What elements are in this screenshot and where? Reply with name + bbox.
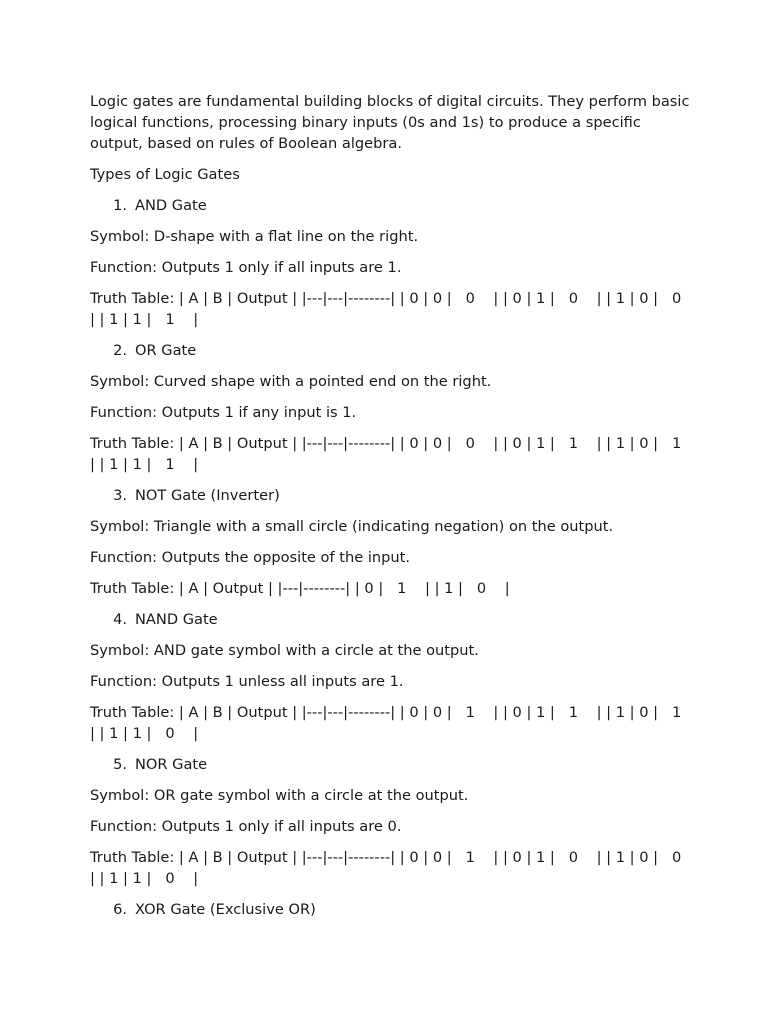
gate-title: OR Gate bbox=[135, 342, 197, 359]
intro-paragraph: Logic gates are fundamental building blocks of digital circuits. They perform basic logical functions, processing binary inputs (0s and 1s) to produce a specific output, based on rules of Boolean algebra. bbox=[90, 93, 695, 152]
list-number: 1. bbox=[113, 197, 127, 214]
list-number: 4. bbox=[113, 611, 127, 628]
list-number: 3. bbox=[113, 487, 127, 504]
gate-symbol: Symbol: Curved shape with a pointed end on the right. bbox=[90, 373, 492, 390]
gate-title: XOR Gate (Exclusive OR) bbox=[135, 901, 316, 918]
gate-truth-table: Truth Table: | A | B | Output | |---|---|--------| | 0 | 0 | 1 | | 0 | 1 | 0 | | 1 | 0 | 0 | | 1 | 1 | 0 | bbox=[90, 849, 700, 887]
gate-title: NOR Gate bbox=[135, 756, 208, 773]
gate-heading-xor bbox=[90, 899, 690, 920]
gate-heading-nor bbox=[90, 754, 690, 775]
gate-truth-table: Truth Table: | A | B | Output | |---|---|--------| | 0 | 0 | 0 | | 0 | 1 | 1 | | 1 | 0 | 1 | | 1 | 1 | 1 | bbox=[90, 435, 700, 473]
list-number: 6. bbox=[113, 901, 127, 918]
gate-title: NOT Gate (Inverter) bbox=[135, 487, 280, 504]
gate-function: Function: Outputs 1 only if all inputs are 1. bbox=[90, 259, 402, 276]
document-page bbox=[90, 91, 700, 930]
section-heading: Types of Logic Gates bbox=[90, 166, 240, 183]
gate-title: AND Gate bbox=[135, 197, 207, 214]
gate-title: NAND Gate bbox=[135, 611, 218, 628]
gate-symbol: Symbol: Triangle with a small circle (indicating negation) on the output. bbox=[90, 518, 614, 535]
gate-function: Function: Outputs the opposite of the input. bbox=[90, 549, 411, 566]
gate-function: Function: Outputs 1 only if all inputs are 0. bbox=[90, 818, 402, 835]
list-number: 2. bbox=[113, 342, 127, 359]
gate-heading-not bbox=[90, 485, 690, 506]
gate-function: Function: Outputs 1 unless all inputs are 1. bbox=[90, 673, 404, 690]
gate-truth-table: Truth Table: | A | B | Output | |---|---|--------| | 0 | 0 | 0 | | 0 | 1 | 0 | | 1 | 0 | 0 | | 1 | 1 | 1 | bbox=[90, 290, 700, 328]
gate-symbol: Symbol: AND gate symbol with a circle at the output. bbox=[90, 642, 479, 659]
gate-symbol: Symbol: OR gate symbol with a circle at the output. bbox=[90, 787, 469, 804]
gate-function: Function: Outputs 1 if any input is 1. bbox=[90, 404, 357, 421]
gate-truth-table: Truth Table: | A | B | Output | |---|---|--------| | 0 | 0 | 1 | | 0 | 1 | 1 | | 1 | 0 | 1 | | 1 | 1 | 0 | bbox=[90, 704, 700, 742]
gate-heading-or bbox=[90, 340, 690, 361]
list-number: 5. bbox=[113, 756, 127, 773]
gate-truth-table: Truth Table: | A | Output | |---|--------| | 0 | 1 | | 1 | 0 | bbox=[90, 580, 510, 597]
gate-heading-nand bbox=[90, 609, 690, 630]
gate-heading-and bbox=[90, 195, 690, 216]
gate-symbol: Symbol: D-shape with a flat line on the right. bbox=[90, 228, 419, 245]
